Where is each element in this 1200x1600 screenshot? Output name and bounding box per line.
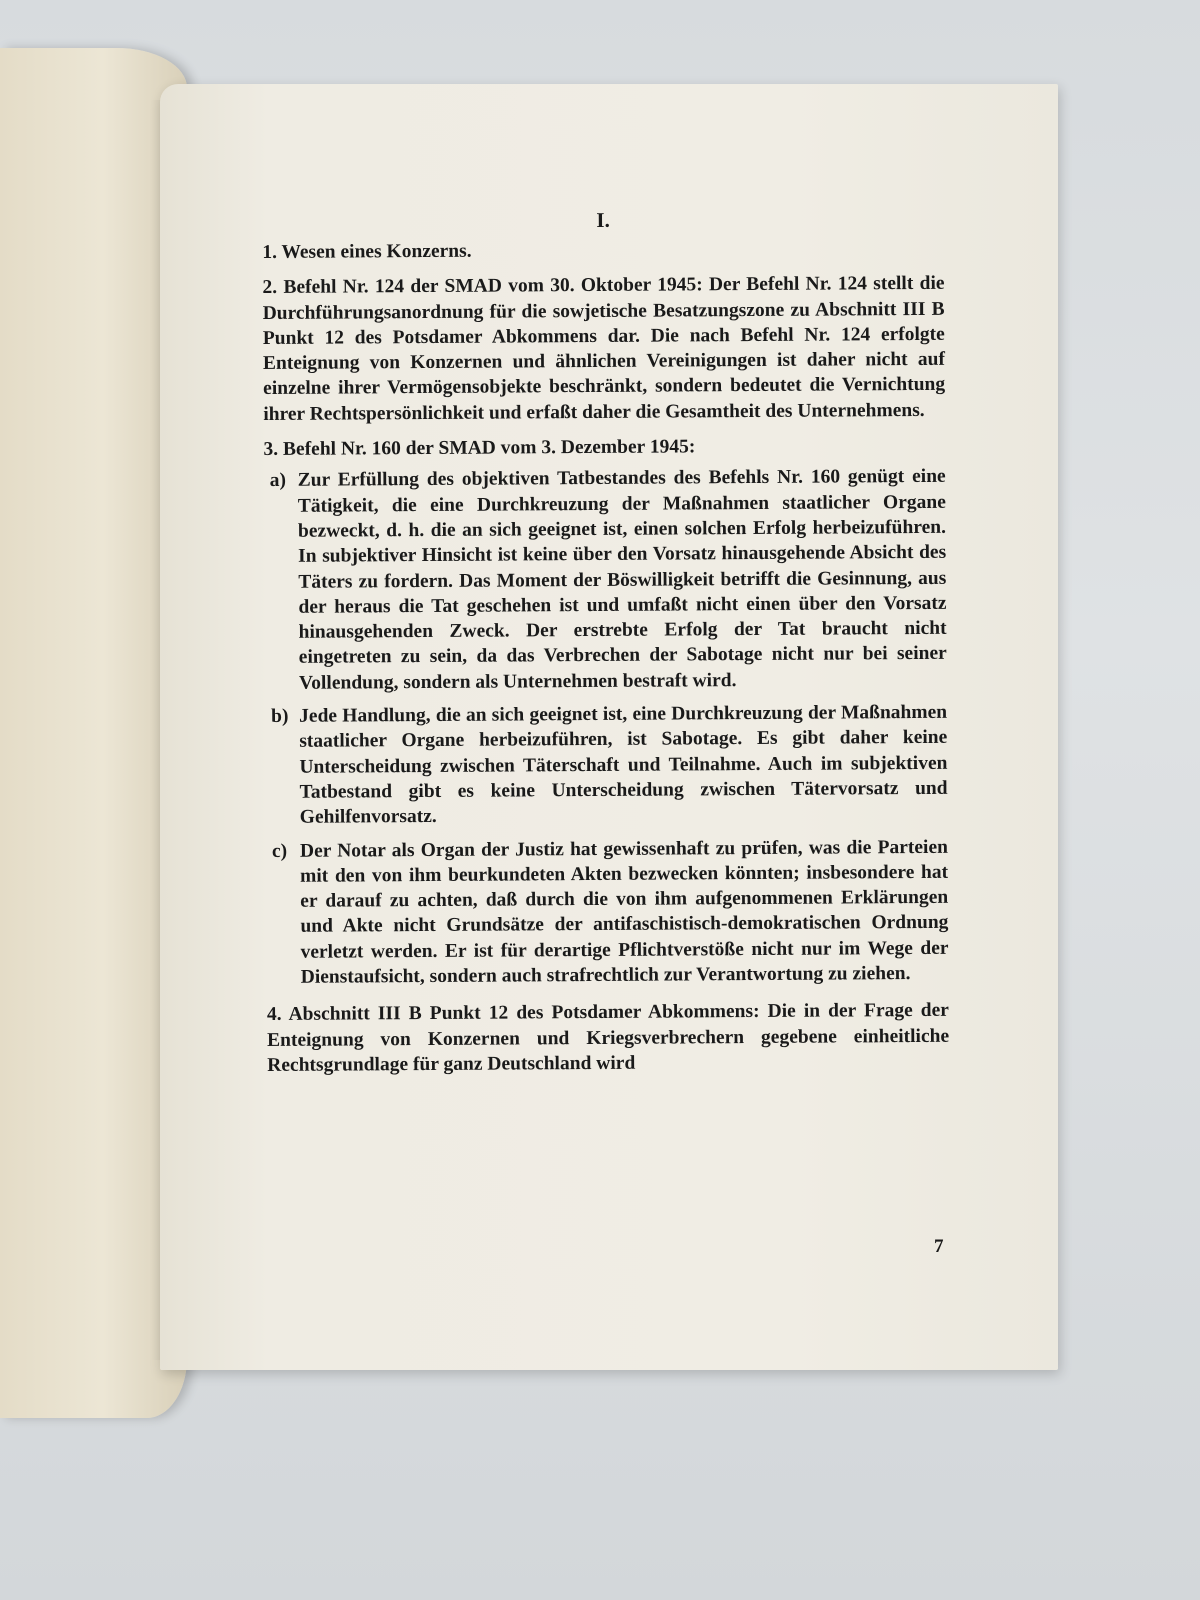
section-2: 2. Befehl Nr. 124 der SMAD vom 30. Oktober 1945: Der Befehl Nr. 124 stellt die Durchführungsanordnung für die sowjetische Besatzungszone zu Abschnitt III B Punkt 12 des Potsdamer Abkommens dar. Die nach Befehl Nr. 124 erfolgte Enteignung von Konzernen und ähnlichen Vereinigungen ist daher nicht auf einzelne ihrer Vermögensobjekte beschränkt, sondern bedeutet die Vernichtung ihrer Rechtspersönlichkeit und erfaßt daher die Gesamtheit des Unternehmens. (262, 273, 946, 425)
item-text-c: Der Notar als Organ der Justiz hat gewissenhaft zu prüfen, was die Parteien mit den von ihm beurkundeten Akten bezwecken könnten; insbesondere hat er darauf zu achten, daß durch die von ihm aufgenommenen Erklärungen und Akte nicht Grundsätze der antifaschistisch-demokratischen Ordnung verletzt werden. Er ist für derartige Pflichtverstöße nicht nur im Wege der Dienstaufsicht, sondern auch strafrechtlich zur Verantwortung zu ziehen. (299, 836, 949, 988)
right-book-page (160, 84, 1058, 1370)
section-3b (265, 700, 948, 831)
section-3-heading: 3. Befehl Nr. 160 der SMAD vom 3. Dezember 1945: (263, 436, 696, 461)
page-text-block (262, 200, 949, 1088)
page-number: 7 (934, 1236, 944, 1257)
item-label-c: c) (271, 840, 288, 862)
section-3a (264, 464, 947, 696)
section-4: 4. Abschnitt III B Punkt 12 des Potsdamer Abkommens: Die in der Frage der Enteignung von Konzernen und Kriegsverbrechern gegebene einheitliche Rechtsgrundlage für ganz Deutschland wird (266, 1000, 950, 1076)
item-label-a: a) (269, 470, 287, 492)
chapter-heading: I. (596, 207, 610, 232)
item-label-b: b) (271, 705, 289, 728)
section-3c (266, 834, 949, 990)
item-text-b: Jede Handlung, die an sich geeignet ist, eine Durchkreuzung der Maßnahmen staatlicher Organe herbeizuführen, ist Sabotage. Es gibt daher keine Unterscheidung zwischen Täterschaft und Teilnahme. Auch im subjektiven Tatbestand gibt es keine Unterscheidung zwischen Tätervorsatz und Gehilfenvorsatz. (299, 701, 948, 829)
item-text-a: Zur Erfüllung des objektiven Tatbestandes des Befehls Nr. 160 genügt eine Tätigkeit, die eine Durchkreuzung der Maßnahmen staatlicher Organe bezweckt, d. h. die an sich geeignet ist, einen solchen Erfolg herbeizuführen. In subjektiver Hinsicht ist keine über den Vorsatz hinausgehende Absicht des Täters zu fordern. Das Moment der Böswilligkeit betrifft die Gesinnung, aus der heraus die Tat geschehen ist und umfaßt nicht einen über den Vorsatz hinausgehenden Zweck. Der erstrebte Erfolg der Tat braucht nicht eingetreten zu sein, da das Verbrechen der Sabotage nicht nur bei seiner Vollendung, sondern als Unternehmen bestraft wird. (297, 466, 947, 694)
section-1: 1. Wesen eines Konzerns. (262, 240, 472, 263)
